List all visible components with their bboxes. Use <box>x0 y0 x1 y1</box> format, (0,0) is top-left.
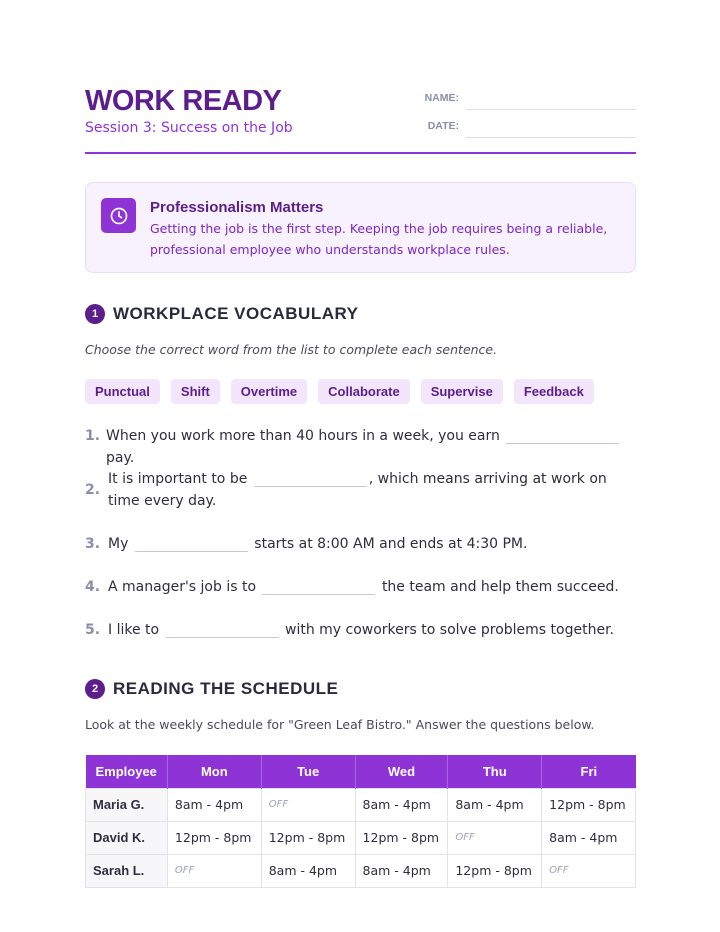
word-chip: Feedback <box>514 379 594 404</box>
shift-cell-off: OFF <box>167 854 261 887</box>
shift-cell: 8am - 4pm <box>355 788 448 821</box>
shift-cell-off: OFF <box>261 788 355 821</box>
employee-name: David K. <box>86 821 168 854</box>
column-header: Mon <box>167 755 261 788</box>
answer-blank[interactable] <box>166 622 279 638</box>
question-number: 1. <box>85 428 101 444</box>
page-title: WORK READY <box>85 85 282 117</box>
page-subtitle: Session 3: Success on the Job <box>85 120 293 136</box>
question-text-before: It is important to be <box>108 471 248 487</box>
shift-cell: 8am - 4pm <box>261 854 355 887</box>
callout-body: Getting the job is the first step. Keeping the job requires being a reliable, professional employee who understands workplace rules. <box>150 221 608 257</box>
clock-icon <box>101 198 136 233</box>
answer-blank[interactable] <box>262 579 375 595</box>
question-item <box>85 533 636 555</box>
word-chip: Supervise <box>421 379 503 404</box>
section-title: WORKPLACE VOCABULARY <box>113 304 359 323</box>
shift-cell: 12pm - 8pm <box>448 854 542 887</box>
date-label: DATE: <box>427 120 459 132</box>
section-title: READING THE SCHEDULE <box>113 679 339 698</box>
column-header: Thu <box>448 755 542 788</box>
question-text <box>108 533 527 555</box>
question-text <box>108 619 614 641</box>
callout-title: Professionalism Matters <box>150 199 324 216</box>
question-number: 5. <box>85 622 101 638</box>
question-text <box>108 576 619 598</box>
shift-cell: 8am - 4pm <box>355 854 448 887</box>
word-chip: Overtime <box>231 379 307 404</box>
section-number-badge: 1 <box>85 304 105 324</box>
shift-cell-off: OFF <box>542 854 636 887</box>
column-header: Wed <box>355 755 448 788</box>
name-field[interactable] <box>423 88 636 110</box>
question-item <box>85 619 636 641</box>
question-text-after: starts at 8:00 AM and ends at 4:30 PM. <box>254 536 528 552</box>
section-1-heading <box>85 303 358 325</box>
word-bank <box>85 379 605 404</box>
professionalism-callout <box>85 182 636 273</box>
answer-blank[interactable] <box>506 428 619 444</box>
table-row <box>86 854 636 887</box>
question-item <box>85 576 636 598</box>
question-text-before: My <box>108 536 129 552</box>
shift-cell: 12pm - 8pm <box>542 788 636 821</box>
section-1-instructions: Choose the correct word from the list to complete each sentence. <box>85 342 498 357</box>
date-field[interactable] <box>423 116 636 138</box>
table-row <box>86 821 636 854</box>
table-header-row <box>86 755 636 788</box>
question-text-before: I like to <box>108 622 160 638</box>
question-item <box>85 468 636 512</box>
answer-blank[interactable] <box>135 536 248 552</box>
date-line[interactable] <box>466 137 636 138</box>
header-divider <box>85 152 636 154</box>
question-text-after: with my coworkers to solve problems together. <box>285 622 615 638</box>
worksheet-header <box>85 82 636 154</box>
shift-cell: 12pm - 8pm <box>167 821 261 854</box>
name-line[interactable] <box>466 109 636 110</box>
table-row <box>86 788 636 821</box>
section-2-heading <box>85 678 338 700</box>
shift-cell: 8am - 4pm <box>448 788 542 821</box>
word-chip: Collaborate <box>318 379 410 404</box>
shift-cell: 12pm - 8pm <box>261 821 355 854</box>
question-text <box>108 468 628 512</box>
shift-cell-off: OFF <box>448 821 542 854</box>
column-header: Fri <box>542 755 636 788</box>
question-text-after: the team and help them succeed. <box>381 579 619 595</box>
employee-name: Sarah L. <box>86 854 168 887</box>
question-text-after: pay. <box>106 450 135 466</box>
question-text-after: , which means arriving at work on time every day. <box>108 471 607 509</box>
question-number: 3. <box>85 536 101 552</box>
section-2-instructions: Look at the weekly schedule for "Green Leaf Bistro." Answer the questions below. <box>85 717 595 732</box>
answer-blank[interactable] <box>254 471 367 487</box>
shift-cell: 8am - 4pm <box>542 821 636 854</box>
question-item <box>85 425 636 466</box>
question-text-before: A manager's job is to <box>108 579 257 595</box>
question-number: 4. <box>85 579 101 595</box>
schedule-table <box>85 755 636 888</box>
column-header: Tue <box>261 755 355 788</box>
name-label: NAME: <box>424 92 459 104</box>
employee-name: Maria G. <box>86 788 168 821</box>
shift-cell: 12pm - 8pm <box>355 821 448 854</box>
word-chip: Shift <box>171 379 220 404</box>
section-number-badge: 2 <box>85 679 105 699</box>
column-header: Employee <box>86 755 168 788</box>
question-text <box>106 425 636 469</box>
question-text-before: When you work more than 40 hours in a week, you earn <box>106 428 500 444</box>
shift-cell: 8am - 4pm <box>167 788 261 821</box>
question-number: 2. <box>85 482 101 498</box>
word-chip: Punctual <box>85 379 160 404</box>
